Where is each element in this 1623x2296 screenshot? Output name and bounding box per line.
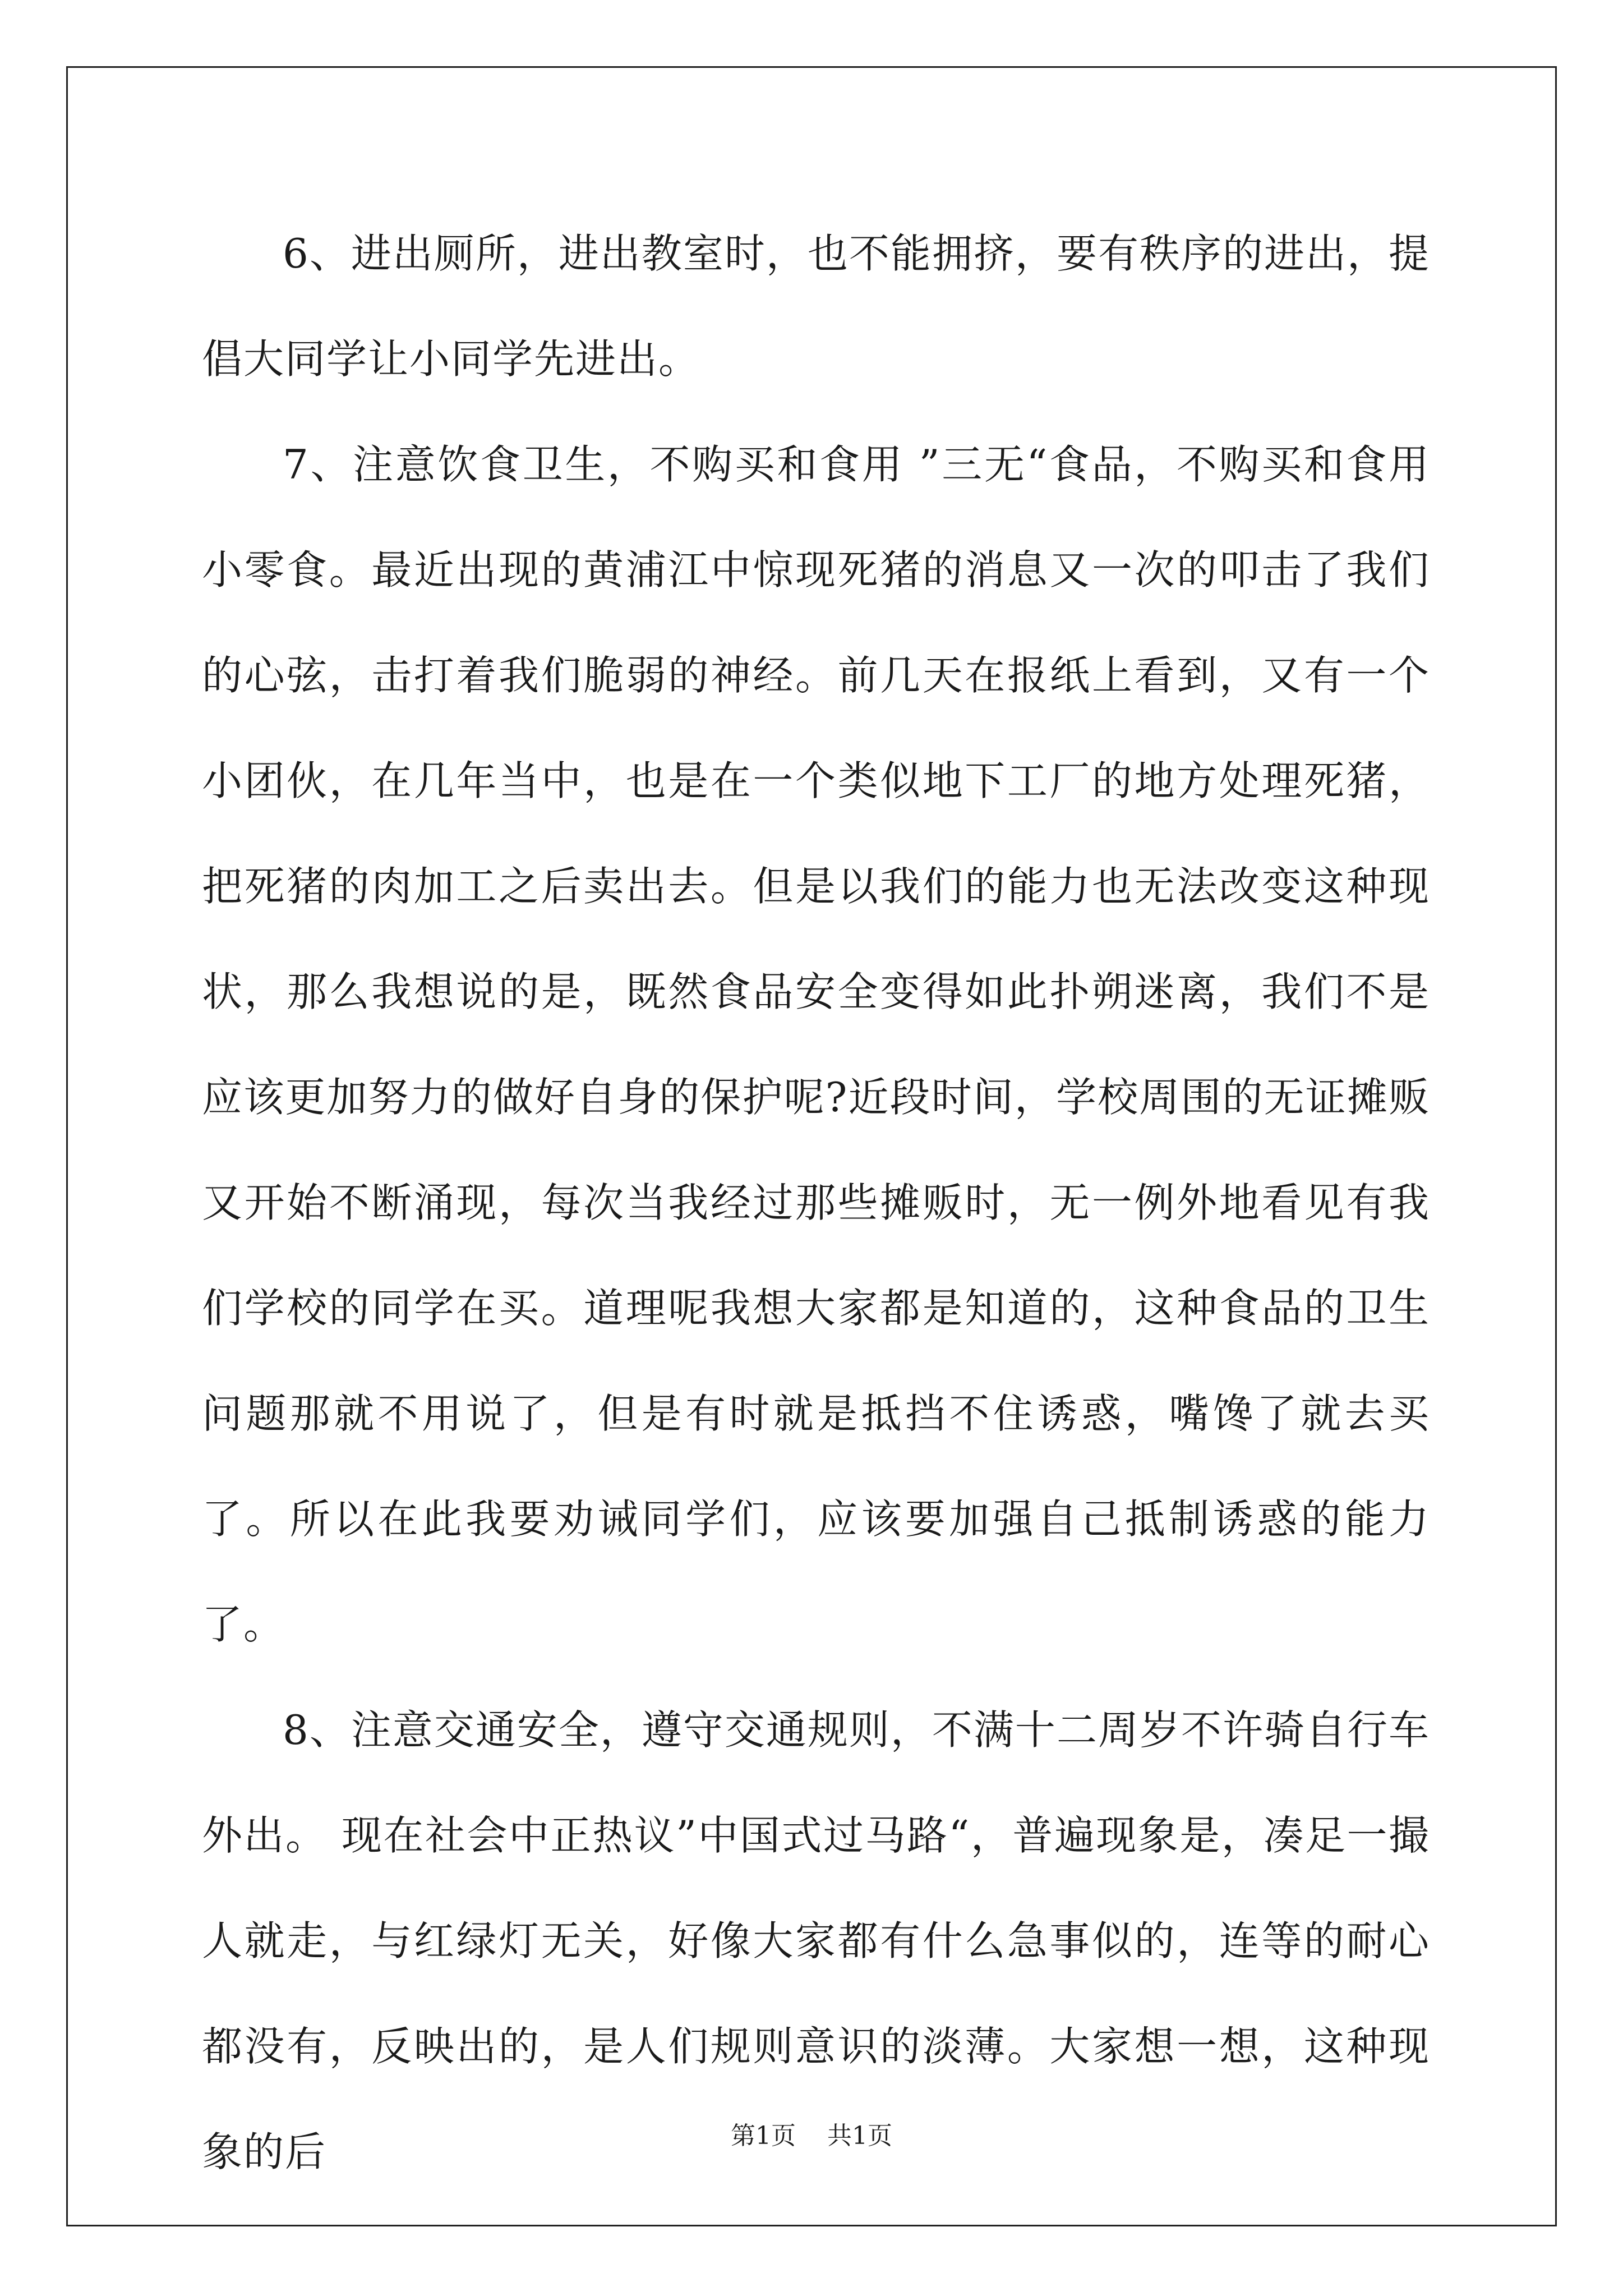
page-total: 共1页 xyxy=(827,2122,892,2150)
paragraph-item-7: 7、注意饮食卫生，不购买和食用 ”三无“食品，不购买和食用小零食。最近出现的黄浦江中惊现死猪的消息又一次的叩击了我们的心弦，击打着我们脆弱的神经。前几天在报纸上看到，又有一个小团伙，在几年当中，也是在一个类似地下工厂的地方处理死猪，把死猪的肉加工之后卖出去。但是以我们的能力也无法改变这种现状，那么我想说的是，既然食品安全变得如此扑朔迷离，我们不是应该更加努力的做好自身的保护呢?近段时间，学校周围的无证摊贩又开始不断涌现，每次当我经过那些摊贩时，无一例外地看见有我们学校的同学在买。道理呢我想大家都是知道的，这种食品的卫生问题那就不用说了，但是有时就是抵挡不住诱惑，嘴馋了就去买了。所以在此我要劝诫同学们，应该要加强自己抵制诱惑的能力了。 xyxy=(202,441,1430,1648)
paragraph-item-6: 6、进出厕所，进出教室时，也不能拥挤，要有秩序的进出，提倡大同学让小同学先进出。 xyxy=(202,230,1430,383)
page-footer xyxy=(0,2119,1623,2153)
page-number: 第1页 xyxy=(731,2122,796,2150)
paragraph-item-8: 8、注意交通安全，遵守交通规则，不满十二周岁不许骑自行车外出。 现在社会中正热议”中国式过马路“，普遍现象是，凑足一撮人就走，与红绿灯无关，好像大家都有什么急事似的，连等的耐心都没有，反映出的，是人们规则意识的淡薄。大家想一想，这种现象的后 xyxy=(202,1706,1430,2175)
document-body xyxy=(202,201,1430,2205)
